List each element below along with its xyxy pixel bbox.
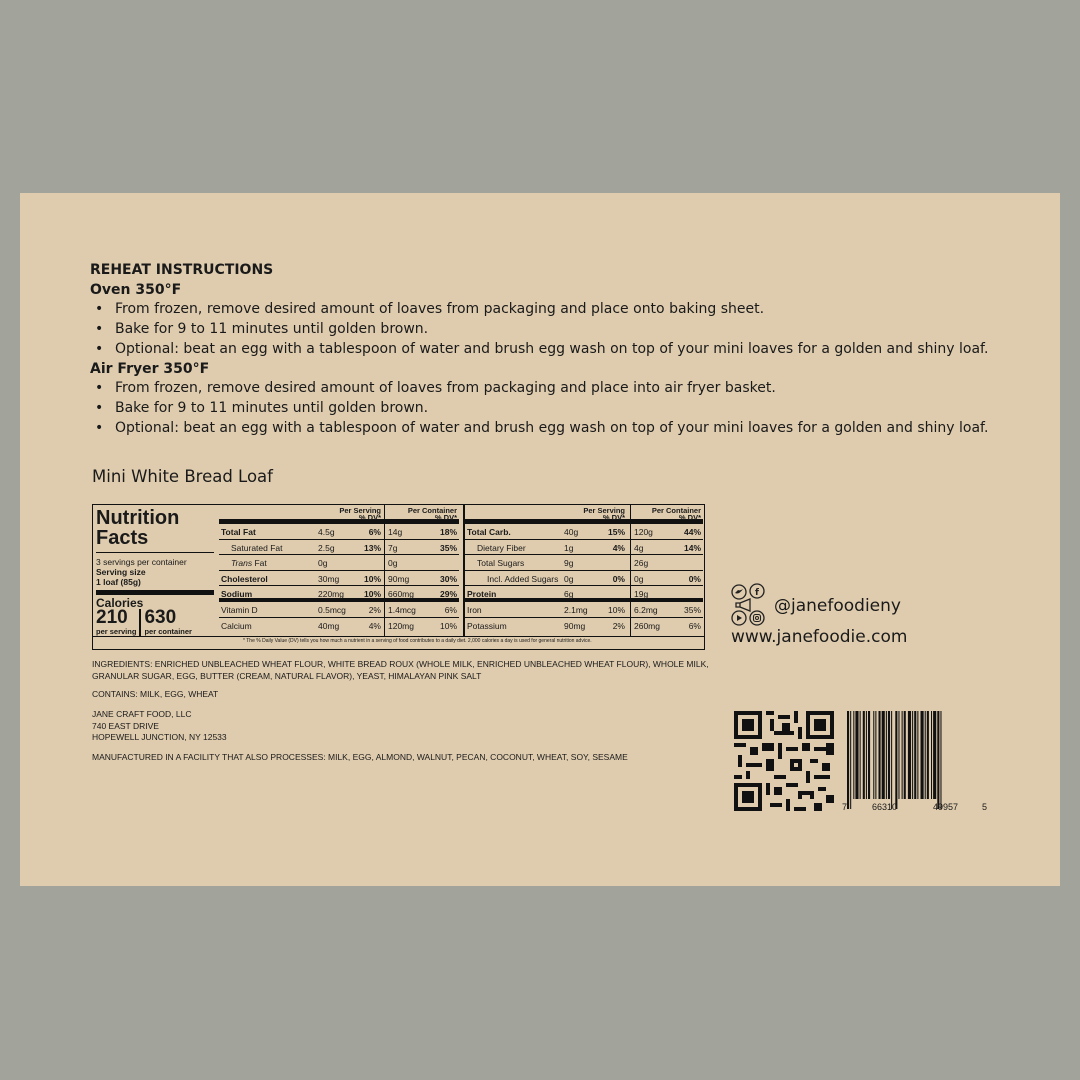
table-row: Trans Fat 0g 0g	[219, 555, 459, 571]
company-city: HOPEWELL JUNCTION, NY 12533	[92, 732, 227, 742]
col-per-serving: Per Serving	[339, 506, 381, 515]
table-row: Incl. Added Sugars 0g 0% 0g 0%	[465, 571, 703, 587]
table-row: Dietary Fiber 1g 4% 4g 14%	[465, 540, 703, 556]
table-row: Iron 2.1mg 10% 6.2mg 35%	[465, 602, 703, 618]
list-item: • Bake for 9 to 11 minutes until golden brown.	[90, 399, 990, 419]
nutrition-title-line2: Facts	[96, 527, 149, 549]
per-container-label: per container	[144, 627, 192, 636]
ingredients: INGREDIENTS: ENRICHED UNBLEACHED WHEAT FLOUR, WHITE BREAD ROUX (WHOLE MILK, ENRICHED UNBLEACHED WHEAT FLOUR), WHOLE MILK, GRANULAR SUGAR, EGG, BUTTER (CREAM, NATURAL FLAVOR), YEAST, HIMALAYAN PINK SALT	[92, 659, 709, 681]
website-link[interactable]: www.janefoodie.com	[731, 627, 908, 647]
list-item: • Optional: beat an egg with a tablespoon of water and brush egg wash on top of your mini loaves for a golden and shiny loaf.	[90, 419, 990, 439]
barcode-digit-4: 5	[982, 802, 988, 812]
megaphone-icon	[736, 599, 750, 611]
nutrient-table-left	[219, 505, 459, 636]
calories-label: Calories	[96, 596, 144, 610]
col-dv: % DV*	[434, 513, 457, 522]
barcode-bar	[886, 711, 887, 799]
reheat-title: REHEAT INSTRUCTIONS	[90, 262, 274, 278]
nutrition-summary	[96, 508, 214, 636]
col-dv: % DV*	[678, 513, 701, 522]
table-row: Protein 6g 19g	[465, 586, 703, 602]
table-row: Vitamin D 0.5mcg 2% 1.4mcg 6%	[219, 602, 459, 618]
col-dv: % DV*	[358, 513, 381, 522]
barcode-bar	[898, 711, 899, 799]
social-icons	[730, 583, 776, 627]
barcode-bar	[860, 711, 861, 799]
barcode-bar	[925, 711, 926, 799]
barcode-bar	[853, 711, 854, 799]
col-per-container: Per Container	[407, 506, 457, 515]
table-row: Sodium 220mg 10% 660mg 29%	[219, 586, 459, 602]
barcode-bar	[888, 711, 890, 799]
barcode-bar	[912, 711, 913, 799]
barcode-bar	[875, 711, 876, 799]
allergens: CONTAINS: MILK, EGG, WHEAT	[92, 689, 219, 699]
dv-footnote: * The % Daily Value (DV) tells you how much a nutrient in a serving of food contributes to a daily diet. 2,000 calories a day is used for general nutrition advice.	[243, 638, 592, 644]
serving-size-value: 1 loaf (85g)	[96, 577, 141, 587]
table-row: Potassium 90mg 2% 260mg 6%	[467, 620, 701, 631]
barcode-bar	[908, 711, 911, 799]
barcode-bar	[933, 711, 936, 799]
barcode-digit-1: 7	[842, 802, 848, 812]
oven-heading: Oven 350°F	[90, 281, 182, 298]
barcode-bar	[879, 711, 881, 799]
nutrition-title-line1: Nutrition	[96, 507, 180, 529]
barcode-bar	[914, 711, 916, 799]
calories-block	[96, 590, 214, 636]
table-row: Saturated Fat 2.5g 13% 7g 35%	[219, 540, 459, 556]
calories-per-serving: 210	[96, 607, 128, 628]
col-dv: % DV*	[602, 513, 625, 522]
nutrition-title	[96, 508, 214, 548]
table-row: Total Sugars 9g 26g	[465, 555, 703, 571]
barcode-bar	[937, 711, 939, 809]
table-row: Cholesterol 30mg 10% 90mg 30%	[219, 571, 459, 587]
nutrition-facts-panel	[92, 504, 705, 650]
barcode	[845, 711, 980, 809]
barcode-bar	[882, 711, 885, 799]
col-per-container: Per Container	[651, 506, 701, 515]
nutrient-table-right	[463, 505, 703, 636]
barcode-bar	[847, 711, 849, 809]
barcode-bar	[931, 711, 932, 799]
list-item: • From frozen, remove desired amount of loaves from packaging and place into air fryer basket.	[90, 379, 990, 399]
table-row: Total Carb. 40g 15% 120g 44%	[465, 524, 703, 540]
product-name: Mini White Bread Loaf	[92, 467, 273, 486]
barcode-bar	[866, 711, 867, 799]
serving-info	[96, 552, 214, 587]
qr-code	[734, 711, 834, 811]
barcode-bar	[855, 711, 858, 799]
per-serving-label: per serving	[96, 627, 137, 636]
list-item: • From frozen, remove desired amount of loaves from packaging and place onto baking sheet.	[90, 300, 990, 320]
barcode-bar	[863, 711, 865, 799]
col-per-serving: Per Serving	[583, 506, 625, 515]
barcode-digit-group-2: 49957	[933, 802, 959, 812]
barcode-bar	[873, 711, 874, 799]
social-handle[interactable]: @janefoodieny	[774, 596, 901, 616]
company-name: JANE CRAFT FOOD, LLC	[92, 709, 192, 719]
airfryer-steps	[90, 379, 990, 438]
company-address	[92, 709, 227, 744]
barcode-digit-group-1: 66310	[872, 802, 898, 812]
barcode-bar	[868, 711, 870, 799]
instagram-icon	[750, 611, 764, 625]
list-item: • Optional: beat an egg with a tablespoon of water and brush egg wash on top of your mini loaves for a golden and shiny loaf.	[90, 340, 990, 360]
oven-steps	[90, 300, 990, 359]
servings-per-container: 3 servings per container	[96, 557, 187, 567]
facility-statement: MANUFACTURED IN A FACILITY THAT ALSO PROCESSES: MILK, EGG, ALMOND, WALNUT, PECAN, COCONUT, WHEAT, SOY, SESAME	[92, 752, 628, 762]
barcode-bar	[850, 711, 851, 809]
barcode-bar	[940, 711, 941, 809]
facebook-icon	[750, 584, 764, 598]
list-item: • Bake for 9 to 11 minutes until golden brown.	[90, 320, 990, 340]
barcode-bar	[902, 711, 903, 799]
table-row: Total Fat 4.5g 6% 14g 18%	[219, 524, 459, 540]
company-street: 740 EAST DRIVE	[92, 720, 159, 731]
calories-per-container: 630	[144, 607, 177, 628]
reheat-instructions	[90, 261, 990, 438]
serving-size-label: Serving size	[96, 567, 146, 577]
twitter-icon	[732, 585, 746, 599]
barcode-bar	[921, 711, 924, 799]
barcode-bar	[895, 711, 897, 809]
barcode-bar	[917, 711, 918, 799]
table-row: Calcium 40mg 4% 120mg 10%	[221, 620, 457, 631]
product-label	[20, 193, 1060, 886]
barcode-bar	[927, 711, 929, 799]
youtube-icon	[732, 611, 746, 625]
barcode-bar	[891, 711, 892, 809]
barcode-bar	[904, 711, 906, 799]
airfryer-heading: Air Fryer 350°F	[90, 360, 210, 377]
svg-text:f: f	[755, 588, 759, 598]
